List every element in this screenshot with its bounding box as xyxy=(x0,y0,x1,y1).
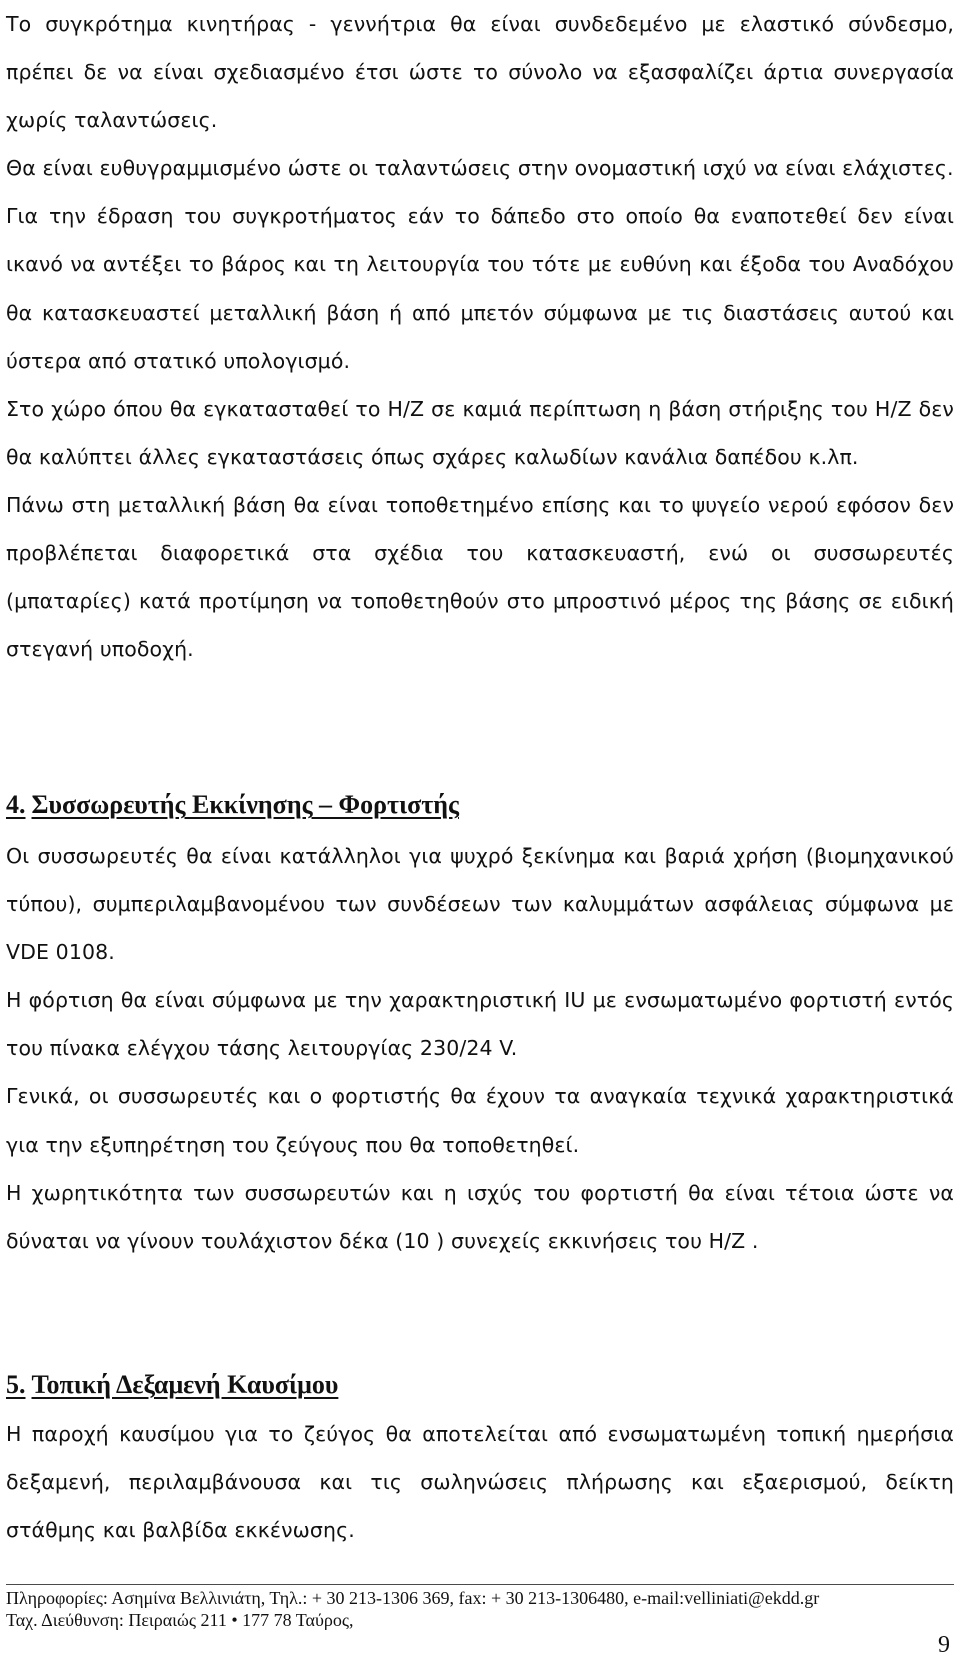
paragraph: Η παροχή καυσίμου για το ζεύγος θα αποτελείται από ενσωματωμένη τοπική ημερήσια δεξαμενή, περιλαμβάνουσα και τις σωληνώσεις πλήρωσης και εξαερισμού, δείκτη στάθμης και βαλβίδα εκκένωσης. xyxy=(6,1422,954,1543)
section-5-heading xyxy=(6,1370,338,1400)
page-number: 9 xyxy=(938,1632,950,1658)
paragraph: Το συγκρότημα κινητήρας - γεννήτρια θα είναι συνδεδεμένο με ελαστικό σύνδεσμο, πρέπει δε να είναι σχεδιασμένο έτσι ώστε το σύνολο να εξασφαλίζει άρτια συνεργασία χωρίς ταλαντώσεις. xyxy=(6,12,954,133)
section-5-text-block xyxy=(6,1410,954,1554)
section-4-number: 4. xyxy=(6,790,26,819)
paragraph: Η χωρητικότητα των συσσωρευτών και η ισχύς του φορτιστή θα είναι τέτοια ώστε να δύναται να γίνουν τουλάχιστον δέκα (10 ) συνεχείς εκκινήσεις του Η/Ζ . xyxy=(6,1180,954,1253)
paragraph: Οι συσσωρευτές θα είναι κατάλληλοι για ψυχρό ξεκίνημα και βαριά χρήση (βιομηχανικού τύπου), συμπεριλαμβανομένου των συνδέσεων των καλυμμάτων ασφάλειας σύμφωνα με VDE 0108. xyxy=(6,844,954,965)
section-5-title: Τοπική Δεξαμενή Καυσίμου xyxy=(31,1370,339,1399)
section-5-number: 5. xyxy=(6,1370,26,1399)
footer-contact-info: Πληροφορίες: Ασημίνα Βελλινιάτη, Τηλ.: + 30 213-1306 369, fax: + 30 213-1306480, e-mail:velliniati@ekdd.gr xyxy=(6,1588,820,1608)
footer-divider xyxy=(6,1584,954,1585)
paragraph: Στο χώρο όπου θα εγκατασταθεί το Η/Ζ σε καμιά περίπτωση η βάση στήριξης του Η/Ζ δεν θα καλύπτει άλλες εγκαταστάσεις όπως σχάρες καλωδίων κανάλια δαπέδου κ.λπ. xyxy=(6,396,954,469)
paragraph: Πάνω στη μεταλλική βάση θα είναι τοποθετημένο επίσης και το ψυγείο νερού εφόσον δεν προβλέπεται διαφορετικά στα σχέδια του κατασκευαστή, ενώ οι συσσωρευτές (μπαταρίες) κατά προτίμηση να τοποθετηθούν στο μπροστινό μέρος της βάσης σε ειδική στεγανή υποδοχή. xyxy=(6,492,954,662)
paragraph: Θα είναι ευθυγραμμισμένο ώστε οι ταλαντώσεις στην ονομαστική ισχύ να είναι ελάχιστες. xyxy=(6,156,954,181)
intro-text-block xyxy=(6,0,954,673)
section-4-title: Συσσωρευτής Εκκίνησης – Φορτιστής xyxy=(31,790,459,819)
section-4-text-block xyxy=(6,832,954,1265)
section-4-heading xyxy=(6,790,459,820)
paragraph: Για την έδραση του συγκροτήματος εάν το δάπεδο στο οποίο θα εναποτεθεί δεν είναι ικανό να αντέξει το βάρος και τη λειτουργία του τότε με ευθύνη και έξοδα του Αναδόχου θα κατασκευαστεί μεταλλική βάση ή από μπετόν σύμφωνα με τις διαστάσεις αυτού και ύστερα από στατικό υπολογισμό. xyxy=(6,204,954,373)
paragraph: Η φόρτιση θα είναι σύμφωνα με την χαρακτηριστική IU με ενσωματωμένο φορτιστή εντός του πίνακα ελέγχου τάσης λειτουργίας 230/24 V. xyxy=(6,988,954,1061)
footer-postal-address: Ταχ. Διεύθυνση: Πειραιώς 211 • 177 78 Ταύρος, xyxy=(6,1610,354,1630)
paragraph: Γενικά, οι συσσωρευτές και ο φορτιστής θα έχουν τα αναγκαία τεχνικά χαρακτηριστικά για την εξυπηρέτηση του ζεύγους που θα τοποθετηθεί. xyxy=(6,1084,954,1157)
